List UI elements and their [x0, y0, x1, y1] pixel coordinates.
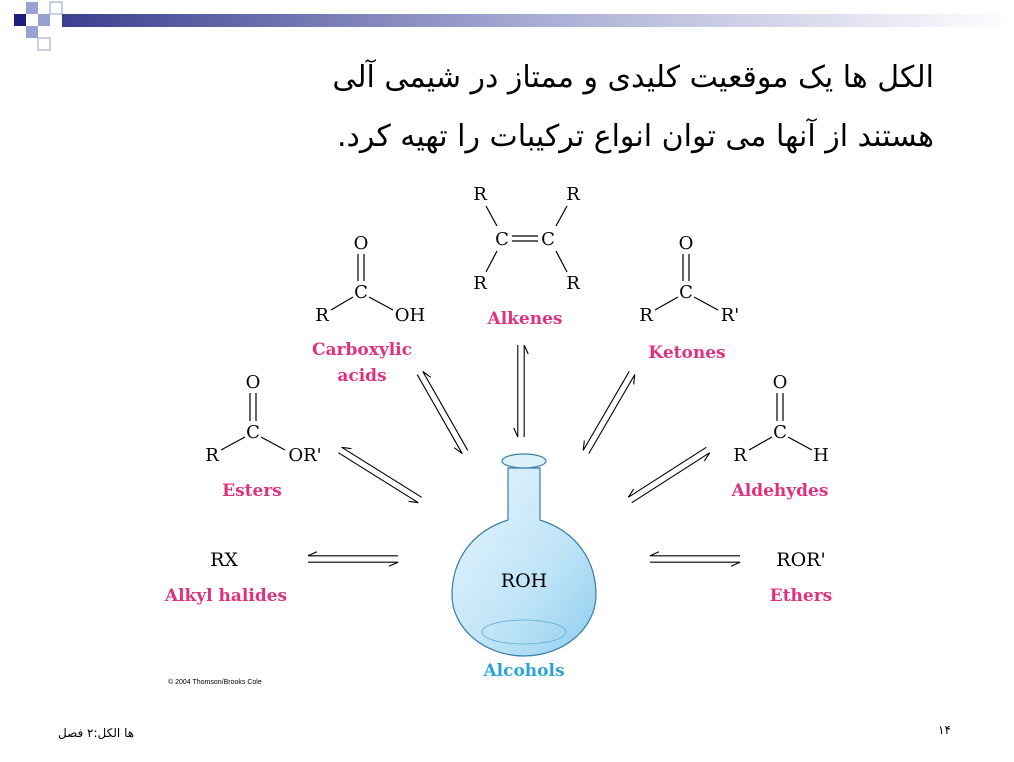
- ether-formula: ROR': [776, 549, 826, 571]
- alkyl-halide-formula: RX: [210, 549, 238, 571]
- alcohol-formula: ROH: [500, 570, 548, 592]
- svg-text:O: O: [245, 372, 261, 393]
- alcohol-name: Alcohols: [483, 661, 565, 681]
- alkenes-label: Alkenes: [487, 309, 563, 329]
- ketone-equilibrium-arrow: [583, 371, 635, 453]
- svg-text:OR': OR': [288, 445, 322, 466]
- svg-text:C: C: [773, 422, 787, 443]
- flask-icon: [452, 454, 596, 656]
- svg-text:O: O: [772, 372, 788, 393]
- svg-text:R: R: [566, 184, 580, 205]
- svg-text:C: C: [246, 422, 260, 443]
- aldehydes-label: Aldehydes: [731, 481, 829, 501]
- alkyl-halides-label: Alkyl halides: [164, 586, 288, 606]
- svg-text:C: C: [354, 282, 368, 303]
- svg-text:R: R: [205, 445, 219, 466]
- svg-text:O: O: [678, 233, 694, 254]
- carboxylic-acid-structure: [315, 233, 425, 326]
- svg-text:R: R: [315, 305, 329, 326]
- svg-text:R: R: [473, 184, 487, 205]
- alkene-equilibrium-arrow: [514, 345, 528, 437]
- copyright-notice: © 2004 Thomson/Brooks Cole: [168, 679, 262, 686]
- ester-equilibrium-arrow: [338, 447, 421, 502]
- ether-equilibrium-arrow: [650, 552, 740, 566]
- svg-text:R: R: [733, 445, 747, 466]
- ester-structure: [205, 372, 321, 466]
- carboxylic-equilibrium-arrow: [417, 371, 468, 453]
- title-line-1: الکل ها یک موقعیت کلیدی و ممتاز در شیمی آلی: [332, 60, 934, 95]
- svg-text:OH: OH: [394, 305, 426, 326]
- title-line-2: هستند از آنها می توان انواع ترکیبات را تهیه کرد.: [337, 119, 934, 154]
- svg-text:R: R: [566, 273, 580, 294]
- esters-label: Esters: [222, 481, 282, 501]
- alkene-structure: [473, 184, 580, 294]
- carboxylic-acids-label-line1: Carboxylic: [311, 340, 413, 360]
- svg-text:R: R: [639, 305, 653, 326]
- ethers-label: Ethers: [769, 586, 833, 606]
- ketones-label: Ketones: [648, 343, 726, 363]
- svg-text:C: C: [679, 282, 693, 303]
- svg-text:H: H: [813, 445, 829, 466]
- aldehyde-equilibrium-arrow: [628, 447, 709, 502]
- svg-text:R: R: [473, 273, 487, 294]
- carboxylic-acids-label-line2: acids: [337, 366, 387, 386]
- slide-number: ۱۴: [938, 723, 951, 737]
- svg-text:C: C: [541, 229, 555, 250]
- svg-text:O: O: [353, 233, 369, 254]
- svg-text:C: C: [495, 229, 509, 250]
- aldehyde-structure: [733, 372, 829, 466]
- alkyl-halide-equilibrium-arrow: [308, 552, 398, 566]
- svg-text:R': R': [720, 305, 740, 326]
- footer-chapter: ها الکل:۲ فصل: [58, 726, 135, 740]
